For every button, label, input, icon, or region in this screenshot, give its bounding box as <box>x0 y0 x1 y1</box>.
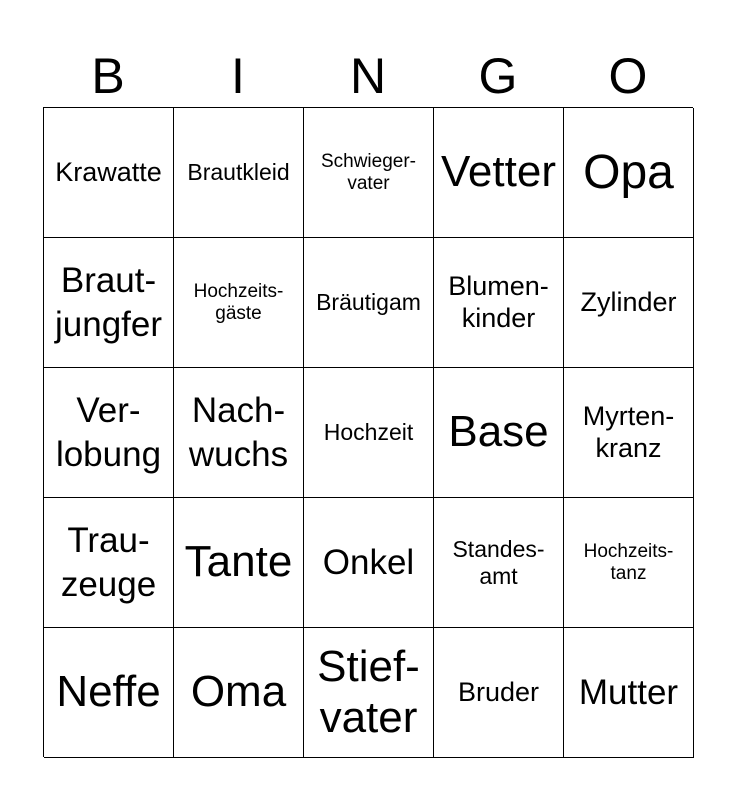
bingo-cell[interactable] <box>174 628 304 758</box>
header-letter-n: N <box>349 48 387 104</box>
bingo-cell[interactable] <box>44 238 174 368</box>
bingo-cell[interactable] <box>44 108 174 238</box>
bingo-cell[interactable] <box>44 498 174 628</box>
header-letter-o: O <box>608 48 648 104</box>
cell-label: Krawatte <box>55 156 162 187</box>
cell-label: Base <box>448 407 549 457</box>
bingo-cell[interactable] <box>564 628 694 758</box>
bingo-cell[interactable] <box>174 368 304 498</box>
bingo-cell[interactable] <box>304 368 434 498</box>
cell-label: Myrten- kranz <box>582 401 675 463</box>
cell-label: Oma <box>190 667 287 717</box>
bingo-cell[interactable] <box>564 108 694 238</box>
bingo-cell[interactable] <box>304 238 434 368</box>
cell-label: Ver- lobung <box>55 390 162 474</box>
header-letter-g: G <box>478 48 518 104</box>
bingo-cell[interactable] <box>44 368 174 498</box>
cell-label: Bräutigam <box>316 289 421 316</box>
bingo-cell[interactable] <box>304 108 434 238</box>
bingo-header <box>43 44 693 108</box>
header-letter-b: B <box>91 48 125 104</box>
bingo-cell[interactable] <box>434 238 564 368</box>
bingo-cell[interactable] <box>564 368 694 498</box>
bingo-cell[interactable] <box>174 498 304 628</box>
bingo-cell[interactable] <box>44 628 174 758</box>
cell-label: Trau- zeuge <box>60 520 157 604</box>
cell-label: Braut- jungfer <box>54 260 163 344</box>
bingo-cell[interactable] <box>174 108 304 238</box>
bingo-cell[interactable] <box>434 628 564 758</box>
bingo-cell[interactable] <box>174 238 304 368</box>
cell-label: Onkel <box>322 542 415 582</box>
cell-label: Brautkleid <box>187 159 290 186</box>
cell-label: Schwieger- vater <box>320 150 417 194</box>
bingo-cell[interactable] <box>304 628 434 758</box>
bingo-cell[interactable] <box>304 498 434 628</box>
bingo-cell[interactable] <box>434 368 564 498</box>
cell-label: Neffe <box>56 667 161 717</box>
bingo-cell[interactable] <box>434 498 564 628</box>
cell-label: Mutter <box>578 672 679 712</box>
bingo-cell[interactable] <box>434 108 564 238</box>
cell-label: Hochzeit <box>323 419 414 446</box>
bingo-cell[interactable] <box>564 238 694 368</box>
cell-label: Opa <box>583 145 674 199</box>
cell-label: Bruder <box>457 676 540 707</box>
cell-label: Nach- wuchs <box>188 390 289 474</box>
header-letter-i: I <box>231 48 245 104</box>
cell-label: Stief- vater <box>317 641 420 742</box>
cell-label: Tante <box>184 537 293 587</box>
cell-label: Vetter <box>441 147 556 197</box>
bingo-cell[interactable] <box>564 498 694 628</box>
cell-label: Blumen- kinder <box>448 271 549 333</box>
bingo-board <box>43 107 693 757</box>
cell-label: Hochzeits- gäste <box>193 280 284 324</box>
cell-label: Zylinder <box>580 286 677 317</box>
cell-label: Standes- amt <box>452 536 545 589</box>
cell-label: Hochzeits- tanz <box>583 540 674 584</box>
